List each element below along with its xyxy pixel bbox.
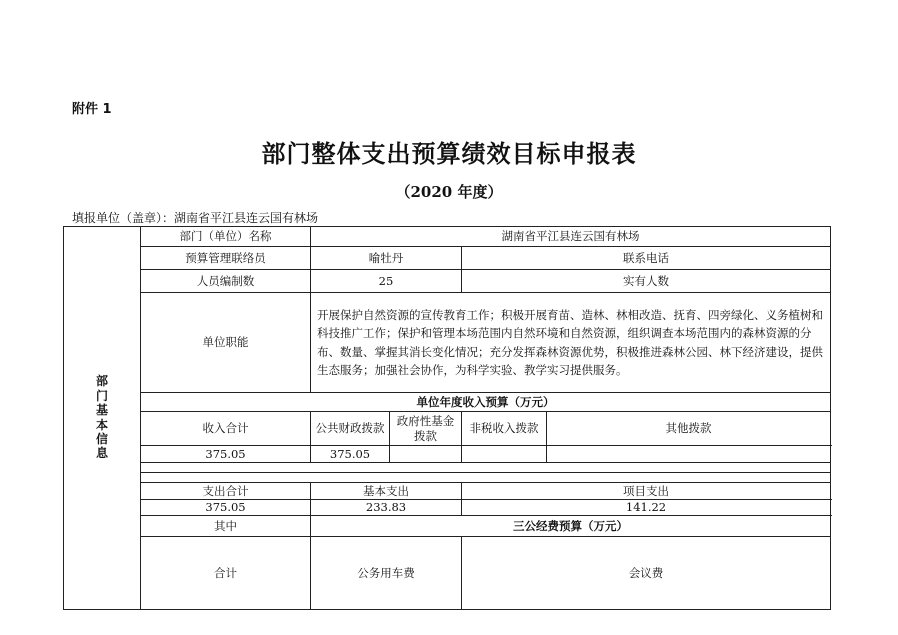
table-row bbox=[64, 247, 831, 270]
table-row bbox=[64, 537, 831, 610]
section-label-cell bbox=[64, 227, 141, 610]
income-header-public: 公共财政拨款 bbox=[311, 412, 390, 446]
spacer-row bbox=[64, 473, 831, 483]
expense-value-project: 141.22 bbox=[462, 500, 831, 516]
table-row bbox=[64, 293, 831, 393]
contact-value: 喻牡丹 bbox=[311, 247, 462, 270]
three-header-meeting: 会议费 bbox=[462, 537, 831, 610]
income-value-nontax bbox=[462, 446, 547, 463]
staff-quota-value: 25 bbox=[311, 270, 462, 293]
expense-value-basic: 233.83 bbox=[311, 500, 462, 516]
phone-label: 联系电话 bbox=[462, 247, 831, 270]
contact-label: 预算管理联络员 bbox=[141, 247, 311, 270]
income-value-total: 375.05 bbox=[141, 446, 311, 463]
expense-header-basic: 基本支出 bbox=[311, 483, 462, 500]
table-row bbox=[64, 227, 831, 247]
expense-value-total: 375.05 bbox=[141, 500, 311, 516]
income-header-fund: 政府性基金拨款 bbox=[390, 412, 462, 446]
dept-name-label: 部门（单位）名称 bbox=[141, 227, 311, 247]
three-header-total: 合计 bbox=[141, 537, 311, 610]
expense-header-total: 支出合计 bbox=[141, 483, 311, 500]
table-row bbox=[64, 393, 831, 412]
table-row bbox=[64, 483, 831, 500]
income-value-other bbox=[547, 446, 831, 463]
three-section-title: 三公经费预算（万元） bbox=[311, 516, 831, 537]
page-title: 部门整体支出预算绩效目标申报表 bbox=[261, 139, 637, 168]
spacer-cell bbox=[141, 473, 831, 483]
income-header-nontax: 非税收入拨款 bbox=[462, 412, 547, 446]
section-label: 部门基本信息 bbox=[95, 374, 108, 461]
expense-header-project: 项目支出 bbox=[462, 483, 831, 500]
budget-table bbox=[63, 226, 831, 610]
table-row bbox=[64, 446, 831, 463]
table-row bbox=[64, 412, 831, 446]
staff-actual-label: 实有人数 bbox=[462, 270, 831, 293]
duty-label: 单位职能 bbox=[141, 293, 311, 393]
three-row-label: 其中 bbox=[141, 516, 311, 537]
income-value-public: 375.05 bbox=[311, 446, 390, 463]
spacer-row bbox=[64, 463, 831, 473]
income-header-total: 收入合计 bbox=[141, 412, 311, 446]
spacer-cell bbox=[141, 463, 831, 473]
income-section-title: 单位年度收入预算（万元） bbox=[141, 393, 831, 412]
dept-name-value: 湖南省平江县连云国有林场 bbox=[311, 227, 831, 247]
duty-value: 开展保护自然资源的宣传教育工作；积极开展育苗、造林、林相改造、抚育、四旁绿化、义务植树和科技推广工作；保护和管理本场范围内自然环境和自然资源，组织调查本场范围内的森林资源的分布、数量、掌握其消长变化情况；充分发挥森林资源优势，积极推进森林公园、林下经济建设，提供生态服务；加强社会协作，为科学实验、教学实习提供服务。 bbox=[311, 293, 831, 393]
staff-quota-label: 人员编制数 bbox=[141, 270, 311, 293]
filler-unit: 填报单位（盖章）：湖南省平江县连云国有林场 bbox=[72, 211, 319, 225]
year-subtitle: （2020 年度） bbox=[395, 183, 503, 201]
table-row bbox=[64, 500, 831, 516]
income-value-fund bbox=[390, 446, 462, 463]
attachment-label: 附件 1 bbox=[72, 102, 112, 117]
three-header-car: 公务用车费 bbox=[311, 537, 462, 610]
table-row bbox=[64, 516, 831, 537]
income-header-other: 其他拨款 bbox=[547, 412, 831, 446]
table-row bbox=[64, 270, 831, 293]
